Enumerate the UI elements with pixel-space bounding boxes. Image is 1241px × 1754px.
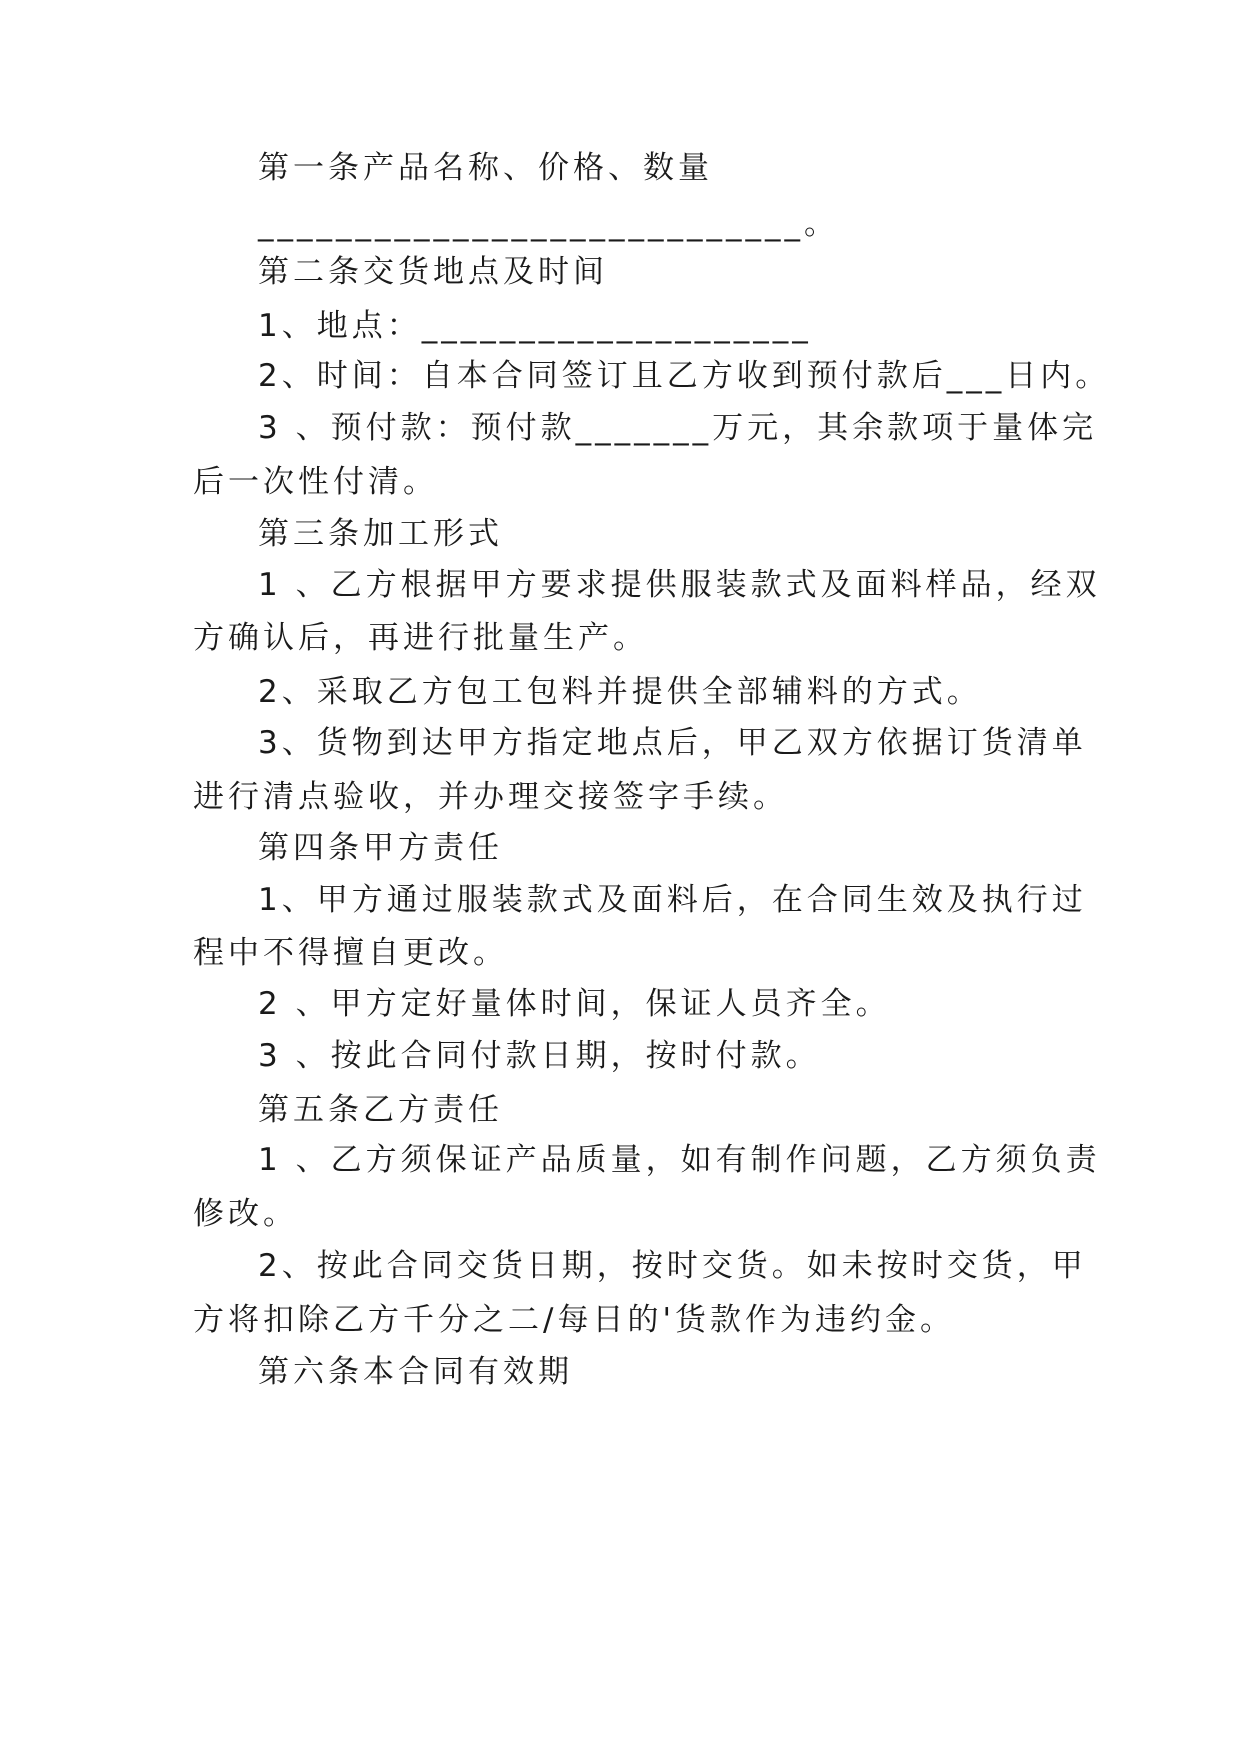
article-1-heading: 第一条产品名称、价格、数量 <box>258 150 713 186</box>
article-5-heading: 第五条乙方责任 <box>258 1092 503 1128</box>
article-2-item-2: 2、时间：自本合同签订且乙方收到预付款后___日内。 <box>258 358 1111 394</box>
article-3-item-1: 1 、乙方根据甲方要求提供服装款式及面料样品，经双 <box>258 567 1101 603</box>
article-3-item-3-cont: 进行清点验收，并办理交接签字手续。 <box>193 779 788 815</box>
article-4-item-1-cont: 程中不得擅自更改。 <box>193 935 508 971</box>
article-5-item-1-cont: 修改。 <box>193 1196 298 1232</box>
article-4-heading: 第四条甲方责任 <box>258 830 503 866</box>
article-2-item-3: 3 、预付款：预付款_______万元，其余款项于量体完 <box>258 410 1098 446</box>
article-6-heading: 第六条本合同有效期 <box>258 1354 573 1390</box>
article-5-item-1: 1 、乙方须保证产品质量，如有制作问题，乙方须负责 <box>258 1142 1101 1178</box>
article-4-item-1: 1、甲方通过服装款式及面料后，在合同生效及执行过 <box>258 882 1087 918</box>
article-5-item-2-cont: 方将扣除乙方千分之二/每日的'货款作为违约金。 <box>193 1302 955 1338</box>
article-2-item-3-cont: 后一次性付清。 <box>193 464 438 500</box>
article-4-item-2: 2 、甲方定好量体时间，保证人员齐全。 <box>258 986 891 1022</box>
article-3-item-3: 3、货物到达甲方指定地点后，甲乙双方依据订货清单 <box>258 725 1087 761</box>
article-2-item-1: 1、地点：____________________ <box>258 308 812 344</box>
article-1-blank-line: ____________________________。 <box>258 206 839 242</box>
article-3-heading: 第三条加工形式 <box>258 516 503 552</box>
article-3-item-2: 2、采取乙方包工包料并提供全部辅料的方式。 <box>258 674 982 710</box>
article-4-item-3: 3 、按此合同付款日期，按时付款。 <box>258 1038 821 1074</box>
article-2-heading: 第二条交货地点及时间 <box>258 254 608 290</box>
article-5-item-2: 2、按此合同交货日期，按时交货。如未按时交货，甲 <box>258 1248 1087 1284</box>
article-3-item-1-cont: 方确认后，再进行批量生产。 <box>193 620 648 656</box>
